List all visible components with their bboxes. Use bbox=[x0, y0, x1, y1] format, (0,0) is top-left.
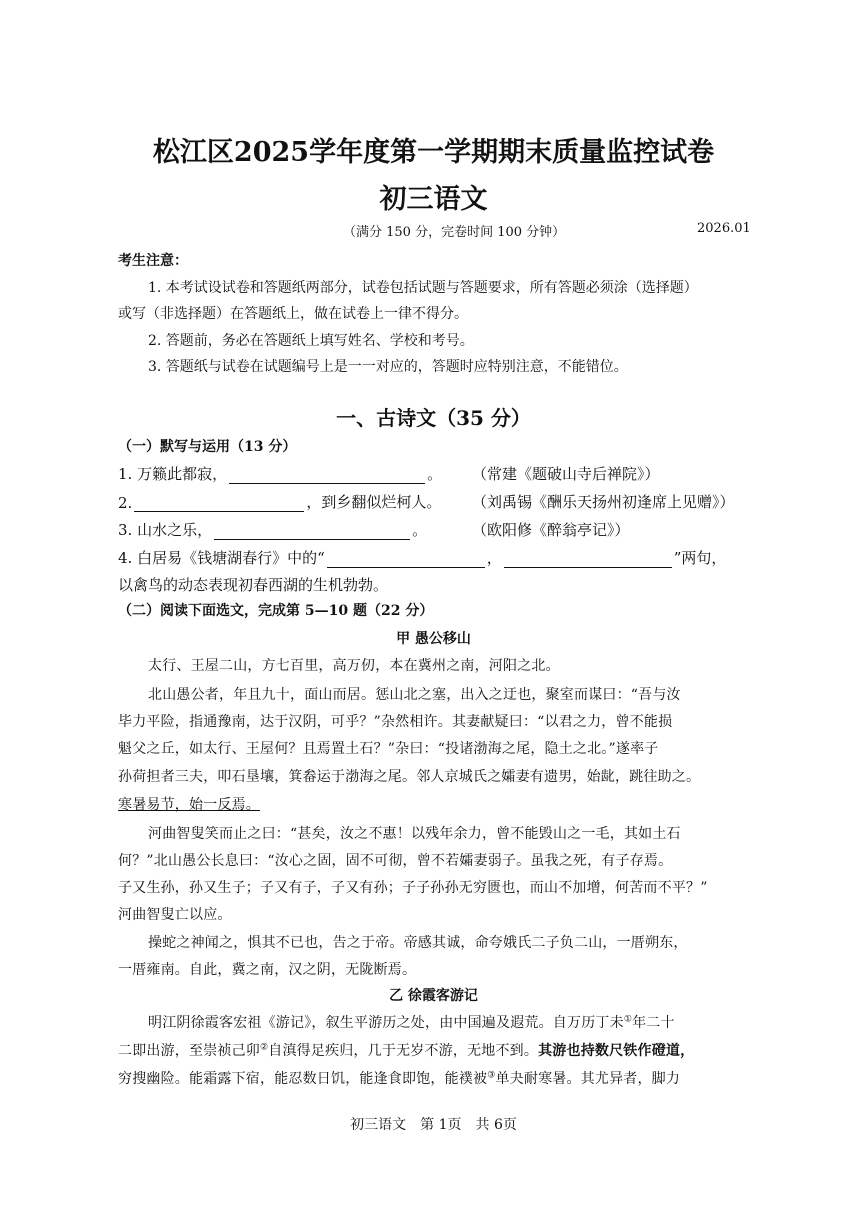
question-4 bbox=[118, 547, 726, 568]
punctuation: 。 bbox=[427, 465, 443, 483]
answer-blank[interactable] bbox=[327, 551, 485, 568]
exam-date: 2026.01 bbox=[697, 221, 751, 236]
part2-title: （二）阅读下面选文，完成第 5—10 题（22 分） bbox=[118, 603, 434, 619]
footnote-marker: ② bbox=[260, 1042, 269, 1053]
exam-title: 松江区2025学年度第一学期期末质量监控试卷 bbox=[152, 137, 715, 168]
passage-yi-title: 乙 徐霞客游记 bbox=[389, 988, 478, 1004]
question-2-source: （刘禹锡《酬乐天扬州初逢席上见赠》） bbox=[472, 493, 735, 511]
question-2 bbox=[118, 491, 441, 512]
question-2-text: 2. bbox=[118, 494, 133, 512]
section-title: 一、古诗文（35 分） bbox=[336, 406, 531, 430]
text-span: 二即出游，至崇祯己卯 bbox=[118, 1043, 260, 1059]
question-3-text: 3. 山水之乐， bbox=[118, 521, 213, 539]
passage-jia-p2-line: 魁父之丘，如太行、王屋何？且焉置土石？”杂曰：“投诸渤海之尾，隐土之北。”遂率子 bbox=[118, 741, 659, 757]
notice-item-2: 2. 答题前，务必在答题纸上填写姓名、学校和考号。 bbox=[148, 333, 474, 349]
text-span: 穷搜幽险。能霜露下宿，能忍数日饥，能逢食即饱，能襆被 bbox=[118, 1071, 488, 1087]
question-1 bbox=[118, 463, 442, 484]
passage-jia-p2-line: 毕力平险，指通豫南，达于汉阴，可乎？”杂然相许。其妻献疑曰：“以君之力，曾不能损 bbox=[118, 714, 673, 730]
passage-jia-p2-line: 北山愚公者，年且九十，面山而居。惩山北之塞，出入之迂也，聚室而谋曰：“吾与汝 bbox=[148, 687, 681, 703]
passage-jia-p3-line: 子又生孙，孙又生子；子又有子，子又有孙；子子孙孙无穷匮也，而山不加增，何苦而不平？” bbox=[118, 880, 708, 896]
question-3-source: （欧阳修《醉翁亭记》） bbox=[472, 521, 630, 539]
passage-yi-line bbox=[118, 1068, 680, 1088]
punctuation: ， bbox=[486, 549, 502, 567]
question-4-end: ”两句， bbox=[673, 549, 727, 567]
bold-sentence: 其游也持数尺铁作磴道， bbox=[538, 1043, 695, 1059]
text-span: 年二十 bbox=[632, 1015, 675, 1031]
answer-blank[interactable] bbox=[214, 523, 410, 540]
part1-title: （一）默写与运用（13 分） bbox=[118, 439, 297, 455]
footnote-marker: ① bbox=[623, 1014, 633, 1025]
notice-item-3: 3. 答题纸与试卷在试题编号上是一一对应的，答题时应特别注意，不能错位。 bbox=[148, 359, 628, 375]
question-2-end: ，到乡翻似烂柯人。 bbox=[306, 493, 442, 511]
question-4-text: 4. 白居易《钱塘湖春行》中的“ bbox=[118, 549, 325, 567]
underlined-sentence: 寒暑易节，始一反焉。 bbox=[118, 797, 260, 813]
passage-jia-p4-line: 操蛇之神闻之，惧其不已也，告之于帝。帝感其诚，命夸娥氏二子负二山，一厝朔东， bbox=[148, 935, 688, 951]
question-3 bbox=[118, 519, 427, 540]
passage-jia-title: 甲 愚公移山 bbox=[396, 631, 471, 647]
answer-blank[interactable] bbox=[504, 551, 672, 568]
notice-item-1-line-2: 或写（非选择题）在答题纸上，做在试卷上一律不得分。 bbox=[118, 306, 468, 322]
page-footer: 初三语文 第 1页 共 6页 bbox=[350, 1117, 517, 1133]
exam-subject: 初三语文 bbox=[379, 184, 488, 215]
passage-jia-p3-line: 河曲智叟笑而止之曰：“甚矣，汝之不惠！以残年余力，曾不能毁山之一毛，其如土石 bbox=[148, 826, 681, 842]
notice-title: 考生注意： bbox=[118, 253, 188, 269]
passage-jia-p3-line: 何？”北山愚公长息曰：“汝心之固，固不可彻，曾不若孀妻弱子。虽我之死，有子存焉。 bbox=[118, 853, 673, 869]
exam-info: （满分 150 分，完卷时间 100 分钟） bbox=[343, 225, 566, 240]
question-1-source: （常建《题破山寺后禅院》） bbox=[472, 465, 660, 483]
answer-blank[interactable] bbox=[229, 467, 425, 484]
answer-blank[interactable] bbox=[134, 495, 304, 512]
question-1-text: 1. 万籁此都寂， bbox=[118, 465, 228, 483]
notice-item-1-line-1: 1. 本考试设试卷和答题纸两部分，试卷包括试题与答题要求，所有答题必须涂（选择题） bbox=[148, 280, 698, 296]
footnote-marker: ③ bbox=[487, 1070, 496, 1081]
text-span: 单夬耐寒暑。其尤异者，脚力 bbox=[495, 1071, 681, 1087]
passage-yi-line bbox=[118, 1040, 694, 1060]
question-4-line-2: 以禽鸟的动态表现初春西湖的生机勃勃。 bbox=[118, 576, 389, 594]
passage-jia-p4-line: 一厝雍南。自此，冀之南，汉之阴，无陇断焉。 bbox=[118, 962, 417, 978]
text-span: 明江阴徐霞客宏祖《游记》，叙生平游历之处，由中国遍及遐荒。自万历丁未 bbox=[148, 1015, 624, 1031]
punctuation: 。 bbox=[412, 521, 428, 539]
text-span: 自滇得足疾归，几于无岁不游，无地不到。 bbox=[268, 1043, 539, 1059]
passage-jia-p3-line: 河曲智叟亡以应。 bbox=[118, 907, 232, 923]
passage-jia-p1: 太行、王屋二山，方七百里，高万仞，本在冀州之南，河阳之北。 bbox=[148, 658, 560, 674]
passage-yi-line bbox=[148, 1012, 675, 1032]
passage-jia-p2-line: 孙荷担者三夫，叩石垦壤，箕畚运于渤海之尾。邻人京城氏之孀妻有遗男，始龀，跳往助之。 bbox=[118, 769, 701, 785]
